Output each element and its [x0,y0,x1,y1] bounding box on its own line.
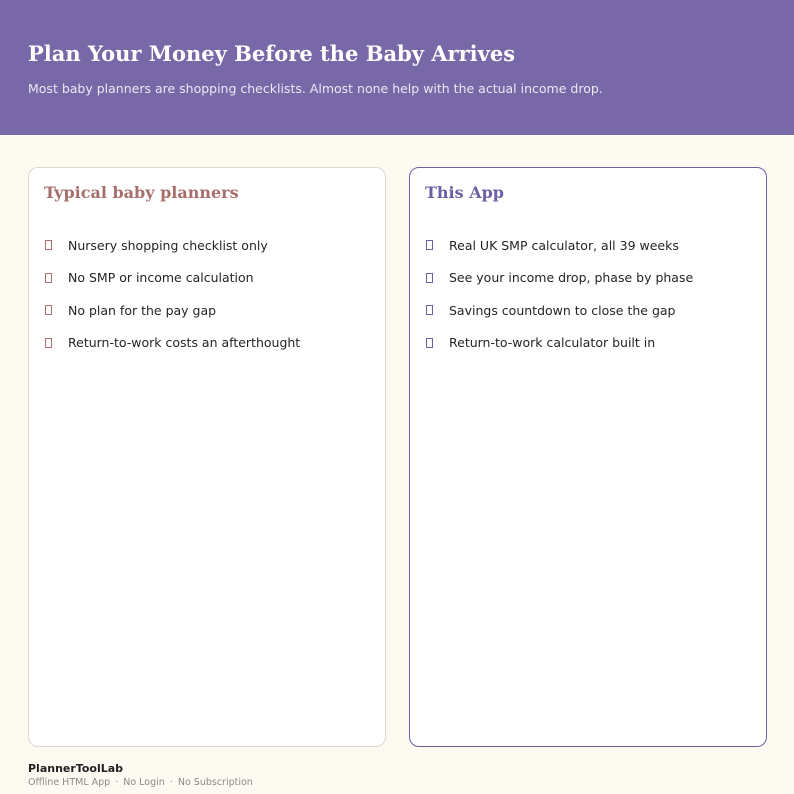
list-item [425,229,693,262]
missing-glyph-box-icon [426,240,433,250]
list-item-label: No SMP or income calculation [68,270,254,286]
typical-planners-list [44,229,300,359]
missing-glyph-box-icon [426,273,433,283]
this-app-title: This App [425,183,504,202]
footer-tags [28,777,253,788]
typical-planners-title: Typical baby planners [44,183,239,202]
list-item-label: See your income drop, phase by phase [449,270,694,286]
missing-glyph-box-icon [45,240,52,250]
footer-separator: · [169,777,173,788]
page-subtitle: Most baby planners are shopping checklists. Almost none help with the actual income drop. [28,81,603,96]
list-item [44,262,300,295]
hero-banner [0,0,794,135]
list-item [44,294,300,327]
list-item [44,327,300,360]
list-item-label: Return-to-work calculator built in [449,335,656,351]
footer-tag: Offline HTML App [28,777,111,788]
typical-planners-card [28,167,386,747]
list-item [425,294,693,327]
this-app-list [425,229,693,359]
footer-tag: No Login [123,777,165,788]
list-item-label: Real UK SMP calculator, all 39 weeks [449,237,679,253]
list-item-label: Return-to-work costs an afterthought [68,335,301,351]
this-app-card [409,167,767,747]
missing-glyph-box-icon [45,273,52,283]
list-item [425,262,693,295]
missing-glyph-box-icon [426,338,433,348]
brand-name: PlannerToolLab [28,762,124,775]
footer-tag: No Subscription [177,777,253,788]
missing-glyph-box-icon [426,305,433,315]
missing-glyph-box-icon [45,338,52,348]
footer-separator: · [115,777,119,788]
page-title: Plan Your Money Before the Baby Arrives [28,41,516,66]
missing-glyph-box-icon [45,305,52,315]
list-item [425,327,693,360]
list-item [44,229,300,262]
list-item-label: No plan for the pay gap [68,302,217,318]
list-item-label: Nursery shopping checklist only [68,237,268,253]
list-item-label: Savings countdown to close the gap [449,302,676,318]
